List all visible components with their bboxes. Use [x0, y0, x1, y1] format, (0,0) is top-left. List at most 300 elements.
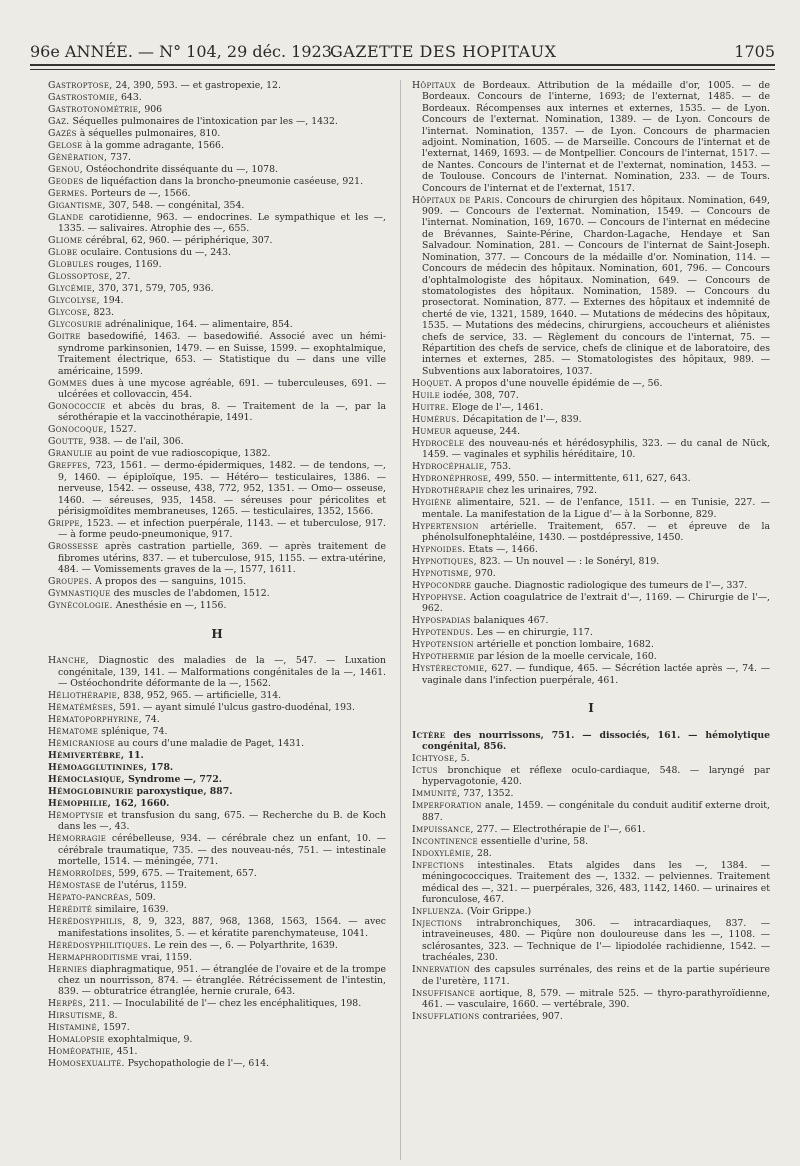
entry-headword: Gonococcie: [48, 401, 106, 413]
index-entry: [48, 892, 386, 903]
index-entry: [412, 1011, 770, 1022]
entry-headword: Hydrothérapie: [412, 485, 485, 497]
entry-headword: Immunité,: [412, 788, 461, 800]
entry-text: 627. — fundique, 465. — Sécrétion lactée après —, 74. — vaginale dans l'infection puerpérale, 461.: [422, 663, 770, 686]
index-entry: [48, 212, 386, 235]
index-entry: [412, 473, 770, 484]
entry-text: 823.: [90, 307, 115, 319]
index-entry: [48, 541, 386, 575]
entry-headword: Goutte,: [48, 436, 87, 448]
section-letter-h: H: [211, 626, 223, 641]
index-entry: [48, 588, 386, 599]
entry-headword: Hypertension: [412, 520, 479, 532]
entry-headword: Groupes.: [48, 576, 93, 588]
entry-text: 178.: [147, 761, 174, 773]
entry-headword: Glycémie,: [48, 283, 96, 295]
entry-headword: Hydrocèle: [412, 437, 465, 449]
entry-headword: Gastrotonométrie,: [48, 104, 142, 115]
entry-text: balaniques 467.: [470, 615, 549, 627]
index-entry: [48, 726, 386, 737]
entry-text: exophtalmique, 9.: [104, 1034, 193, 1046]
entry-headword: Hypotendus.: [412, 627, 474, 639]
index-entry: [48, 307, 386, 318]
page-number: 1705: [734, 42, 775, 61]
entry-headword: Globe: [48, 247, 78, 259]
entry-headword: Gastroptose,: [48, 80, 113, 91]
index-entry: [48, 810, 386, 833]
index-entry: [48, 786, 386, 797]
entry-headword: Gazés: [48, 128, 77, 139]
entry-text: cérébelleuse, 934. — cérébrale chez un enfant, 10. — cérébrale traumatique, 735. — des nouveau-nés, 751. — intestinale mortelle, 1514. — méningée, 771.: [58, 833, 386, 868]
index-entry: [48, 460, 386, 517]
entry-headword: Hérédosyphilitiques.: [48, 939, 152, 951]
entry-text: Concours de chirurgien des hôpitaux. Nomination, 649, 909. — Concours de l'externat. Nomination, 1549. — Concours de l'internat. Nomination, 169, 1670. — Concours de l'internat en médecine de Brévannes, Sainte-Périne, Chardon-Lagache, Hendaye et San Salvadour. Nomination, 281. — Concours de l'internat de Saint-Joseph. Nomination, 377. — Concours de la médaille d'or. Nomination, 114. — Concours de médecin des hôpitaux. Nomination, 601, 796. — Concours d'ophtalmologiste des hôpitaux. Nomination, 649. — Concours de stomatologistes des hôpitaux. Nomination, 1589. — Concours du prosectorat. Nomination, 877. — Externes des hôpitaux et indemnité de cherté de vie, 1321, 1589, 1640. — Mutations de médecins des hôpitaux, 1535. — Mutations des médecins, chirurgiens, accoucheurs et aliénistes chefs de service, 33. — Règlement du concours de l'internat, 75. — Répartition des chefs de service, chefs de clinique et de laboratoire, des internes et externes, 285. — Stomatologistes des hôpitaux, 989. — Subventions aux laboratoires, 1037.: [422, 194, 770, 377]
entry-text: 737.: [107, 152, 131, 163]
index-entry: [412, 639, 770, 650]
entry-text: Les — en chirurgie, 117.: [473, 627, 593, 639]
entry-text: 162, 1660.: [111, 797, 170, 809]
index-entry: [48, 259, 386, 270]
entry-text: au point de vue radioscopique, 1382.: [92, 448, 271, 460]
entry-headword: Glossoptose,: [48, 271, 113, 283]
index-entry: [412, 906, 770, 917]
entry-headword: Génération,: [48, 152, 108, 163]
index-entry: [412, 824, 770, 835]
column-divider: [400, 80, 401, 1160]
index-entry: [412, 615, 770, 626]
index-entry: [412, 753, 770, 764]
issue-info: 96e ANNÉE. — N° 104, 29 déc. 1923.: [30, 42, 337, 61]
entry-text: à la gomme adragante, 1566.: [82, 140, 224, 151]
right-column: [412, 80, 770, 1023]
index-entry: [412, 402, 770, 413]
index-entry: [48, 762, 386, 773]
entry-text: 599, 675. — Traitement, 657.: [115, 868, 257, 880]
index-entry: [48, 448, 386, 459]
entry-headword: Hémorroïdes,: [48, 868, 116, 880]
index-entry: [48, 833, 386, 867]
entry-headword: Hygiène: [412, 497, 452, 509]
entry-text: adrénalinique, 164. — alimentaire, 854.: [102, 319, 293, 331]
index-entry: [48, 690, 386, 701]
entry-headword: Insuffisance: [412, 987, 476, 999]
entry-headword: Hôpitaux de Paris.: [412, 194, 504, 206]
entry-headword: Hypotension: [412, 639, 474, 651]
entry-headword: Infections: [412, 859, 465, 871]
index-entry: [48, 1022, 386, 1033]
entry-headword: Indoxylémie,: [412, 847, 474, 859]
index-entry: [412, 836, 770, 847]
entry-headword: Hypospadias: [412, 615, 471, 627]
entry-text: Eloge de l'—, 1461.: [448, 401, 544, 413]
entry-text: au cours d'une maladie de Paget, 1431.: [114, 737, 305, 749]
entry-headword: Hématome: [48, 725, 99, 737]
entry-text: 28.: [474, 847, 492, 859]
entry-headword: Hanche,: [48, 655, 89, 667]
index-entry: [48, 1058, 386, 1069]
entry-headword: Hernies: [48, 963, 88, 975]
entry-headword: Goitre: [48, 331, 81, 343]
index-entry: [412, 568, 770, 579]
entry-text: aqueuse, 244.: [451, 425, 521, 437]
index-entry: [48, 964, 386, 998]
index-entry: [48, 998, 386, 1009]
entry-headword: Ichtyose,: [412, 753, 458, 764]
entry-headword: Hémophilie,: [48, 797, 112, 809]
entry-text: 1523. — et infection puerpérale, 1143. — et tuberculose, 917. — à forme peudo-pneumonique, 917.: [58, 518, 386, 541]
entry-headword: Hémostase: [48, 880, 101, 892]
entries-h: [48, 655, 386, 1070]
index-entry: [48, 576, 386, 587]
index-entry: [412, 730, 770, 753]
entry-headword: Hémivertèbre,: [48, 749, 125, 761]
entry-headword: Hypothermie: [412, 651, 475, 663]
index-entry: [48, 714, 386, 725]
index-entry: [48, 424, 386, 435]
entry-headword: Herpès,: [48, 998, 87, 1010]
entry-text: oculaire. Contusions du —, 243.: [77, 247, 231, 259]
entry-headword: Hémoagglutinines,: [48, 761, 148, 773]
entry-text: Ostéochondrite disséquante du —, 1078.: [83, 164, 278, 175]
index-entry: [48, 235, 386, 246]
entry-text: bronchique et réflexe oculo-cardiaque, 548. — laryngé par hypervagotonie, 420.: [422, 765, 770, 788]
index-entry: [48, 295, 386, 306]
entry-text: à séquelles pulmonaires, 810.: [76, 128, 221, 139]
entry-text: (Voir Grippe.): [463, 906, 532, 918]
index-entry: [412, 544, 770, 555]
entry-text: alimentaire, 521. — de l'enfance, 1511. — en Tunisie, 227. — mentale. La manifestation de la Ligue d'— à la Sorbonne, 829.: [422, 497, 770, 520]
entry-text: contrariées, 907.: [479, 1011, 563, 1023]
entry-headword: Gaz.: [48, 116, 70, 127]
index-entry: [48, 378, 386, 401]
entry-headword: Hématoporphyrine,: [48, 713, 142, 725]
entry-headword: Hypophyse.: [412, 591, 467, 603]
entry-headword: Glycose,: [48, 307, 91, 319]
entry-text: 24, 390, 593. — et gastropexie, 12.: [112, 80, 281, 91]
entries-i: [412, 730, 770, 1023]
index-entry: [412, 521, 770, 544]
index-entry: [48, 188, 386, 199]
entry-headword: Hépato-pancréas,: [48, 892, 133, 904]
index-entry: [412, 426, 770, 437]
entry-headword: Hypnoides.: [412, 543, 466, 555]
journal-title: GAZETTE DES HOPITAUX: [330, 42, 557, 61]
entry-text: 823. — Un nouvel — : le Sonéryl, 819.: [476, 555, 660, 567]
entry-text: 723, 1561. — dermo-épidermiques, 1482. — de tendons, —, 9, 1460. — épiploïque, 195. — Hétéro— testiculaires, 1386. — nerveuse, 1542. — osseuse, 438, 772, 952, 1351. — Omo— osseuse, 1460. — séreuses, 935, 1458. — séreuses pour péricolites et périsigmoïdites membraneuses, 1265. — testiculaires, 1352, 1566.: [58, 460, 386, 518]
entry-text: Le rein des —, 6. — Polyarthrite, 1639.: [151, 939, 338, 951]
entry-headword: Impuissance,: [412, 823, 474, 835]
entry-headword: Gommes: [48, 377, 88, 389]
entry-headword: Grossesse: [48, 541, 99, 553]
entry-text: des nouveau-nés et hérédosyphilis, 323. — du canal de Nück, 1459. — vaginales et syphilis héréditaire, 10.: [422, 437, 770, 461]
entry-headword: Hoquet.: [412, 377, 453, 389]
entries-h-cont: [412, 80, 770, 686]
entry-text: gauche. Diagnostic radiologique des tumeurs de l'—, 337.: [471, 579, 748, 591]
entry-headword: Hypnotisme,: [412, 567, 473, 579]
index-entry: [48, 702, 386, 713]
page-header: [30, 42, 775, 62]
entry-headword: Hématémèses,: [48, 701, 117, 713]
entry-text: Séquelles pulmonaires de l'intoxication par les —, 1432.: [69, 116, 338, 127]
entry-headword: Geodes: [48, 176, 84, 187]
index-entry: [48, 152, 386, 163]
header-rule-thick: [30, 64, 775, 66]
entry-headword: Hôpitaux: [412, 80, 456, 91]
entry-text: 307, 548. — congénital, 354.: [105, 200, 245, 211]
entry-headword: Gigantisme,: [48, 200, 106, 211]
entry-text: Action coagulatrice de l'extrait d'—, 1169. — Chirurgie de l'—, 962.: [422, 591, 770, 615]
entry-headword: Hydrocéphalie,: [412, 461, 488, 473]
index-entry: [412, 765, 770, 788]
entry-text: Psychopathologie de l'—, 614.: [124, 1058, 270, 1070]
entry-headword: Hystérectomie,: [412, 663, 488, 675]
entry-text: 737, 1352.: [460, 788, 514, 800]
entry-headword: Ictère: [412, 729, 446, 741]
entry-text: A propos des — sanguins, 1015.: [92, 576, 247, 588]
entry-headword: Injections: [412, 918, 463, 930]
header-rule-thin: [30, 69, 775, 70]
entry-text: 74.: [141, 713, 160, 725]
index-entry: [48, 904, 386, 915]
index-entry: [48, 247, 386, 258]
entry-headword: Globules: [48, 259, 94, 271]
index-entry: [48, 600, 386, 611]
entry-headword: Homalopsie: [48, 1034, 105, 1046]
index-entry: [48, 116, 386, 127]
entry-text: 499, 550. — intermittente, 611, 627, 643.: [491, 473, 691, 485]
entry-headword: Gonocoque,: [48, 424, 107, 436]
index-entry: [412, 390, 770, 401]
entry-headword: Hémicraniose: [48, 737, 115, 749]
entry-text: après castration partielle, 369. — après traitement de fibromes utérins, 837. — et tuberculose, 915, 1155. — extra-utérine, 484. — Vomissements graves de la —, 1577, 1611.: [58, 541, 386, 576]
entry-text: 370, 371, 579, 705, 936.: [95, 283, 214, 295]
index-entry: [412, 964, 770, 987]
entry-headword: Humeur: [412, 425, 452, 437]
entry-headword: Hirsutisme,: [48, 1010, 106, 1022]
index-entry: [48, 104, 386, 115]
entry-headword: Hémoglobinurie: [48, 785, 134, 797]
index-entry: [412, 663, 770, 686]
entry-headword: Greffes,: [48, 460, 91, 472]
entry-headword: Gliome: [48, 235, 83, 247]
index-entry: [48, 128, 386, 139]
entry-text: de Bordeaux. Attribution de la médaille d'or, 1005. — de Bordeaux. Concours de l'interne, 1693; de l'externat, 1485. — de Bordeaux. Récompenses aux internes et externes, 1535. — de Lyon. Concours de l'externat. Nomination, 1389. — de Lyon. Concours de l'internat. Nomination, 1357. — de Lyon. Concours de pharmacien adjoint. Nomination, 1605. — de Marseille. Concours de l'internat et de l'externat, 1469, 1693. — de Montpellier. Concours de l'internat, 1517. — de Nantes. Concours de l'internat et de l'externat, nomination, 1453. — de Toulouse. Concours de l'internat. Nomination, 233. — de Tours. Concours de l'internat et de l'externat, 1517.: [422, 80, 770, 194]
entry-headword: Homéopathie,: [48, 1046, 114, 1058]
entry-headword: Insufflations: [412, 1011, 480, 1023]
entry-text: essentielle d'urine, 58.: [477, 835, 589, 847]
entry-headword: Humérus.: [412, 413, 460, 425]
entry-headword: Granulie: [48, 448, 93, 460]
entry-text: Anesthésie en —, 1156.: [112, 600, 227, 612]
entry-text: carotidienne, 963. — endocrines. Le sympathique et les —, 1335. — salivaires. Atrophie des —, 655.: [58, 212, 386, 235]
index-entry: [412, 800, 770, 823]
entry-text: 509.: [132, 892, 156, 904]
entry-headword: Imperforation: [412, 800, 482, 812]
index-entry: [412, 80, 770, 194]
entry-headword: Gelose: [48, 140, 83, 151]
index-entry: [412, 848, 770, 859]
entry-headword: Grippe,: [48, 518, 84, 530]
entry-text: 591. — ayant simulé l'ulcus gastro-duodénal, 193.: [116, 701, 355, 713]
entry-text: dues à une mycose agréable, 691. — tuberculeuses, 691. — ulcérées et collovaccin, 454.: [58, 377, 386, 401]
index-entry: [48, 655, 386, 689]
index-entry: [412, 988, 770, 1011]
entry-text: anale, 1459. — congénitale du conduit auditif externe droit, 887.: [422, 800, 770, 823]
index-entry: [412, 592, 770, 615]
entry-text: 643.: [118, 92, 142, 103]
entry-headword: Gastrostomie,: [48, 92, 119, 103]
index-entry: [48, 164, 386, 175]
entry-text: artérielle. Traitement, 657. — et épreuve de la phénolsulfonephtaléine, 1430. — postdépressive, 1450.: [422, 520, 770, 543]
entry-headword: Influenza.: [412, 906, 464, 918]
entry-headword: Hypnotiques,: [412, 555, 477, 567]
index-entry: [48, 518, 386, 541]
entry-headword: Hémoclasique,: [48, 773, 125, 785]
index-entry: [412, 438, 770, 461]
entry-text: vrai, 1159.: [138, 951, 192, 963]
index-entry: [48, 868, 386, 879]
entry-headword: Hérédosyphilis,: [48, 916, 126, 928]
index-entry: [48, 1034, 386, 1045]
index-entry: [412, 860, 770, 906]
entry-text: des capsules surrénales, des reins et de la partie supérieure de l'uretère, 1171.: [422, 964, 770, 987]
index-entry: [48, 880, 386, 891]
entry-text: 838, 952, 965. — artificielle, 314.: [120, 689, 282, 701]
entry-headword: Ictus: [412, 765, 438, 776]
index-entry: [48, 940, 386, 951]
entry-text: artérielle et ponction lombaire, 1682.: [473, 639, 654, 651]
entry-text: aortique, 8, 579. — mitrale 525. — thyro-parathyroïdienne, 461. — vasculaire, 1660. — vertébrale, 390.: [422, 987, 770, 1011]
entry-text: Etats —, 1466.: [465, 543, 538, 555]
index-entry: [412, 378, 770, 389]
section-letter-i: I: [588, 701, 594, 716]
index-entry: [48, 271, 386, 282]
entry-text: cérébral, 62, 960. — périphérique, 307.: [82, 235, 273, 247]
entry-text: diaphragmatique, 951. — étranglée de l'ovaire et de la trompe chez un nourrisson, 874. — étranglée. Rétrécissement de l'intestin, 839. — obturatrice étranglée, hernie crurale, 643.: [58, 963, 386, 998]
entry-text: 11.: [124, 749, 144, 761]
entry-text: 8.: [105, 1010, 118, 1022]
entry-text: iodée, 308, 707.: [440, 389, 519, 401]
index-entry: [412, 485, 770, 496]
entry-text: rouges, 1169.: [93, 259, 162, 271]
index-entry: [48, 750, 386, 761]
index-entry: [48, 798, 386, 809]
index-entry: [48, 774, 386, 785]
entry-text: Décapitation de l'—, 839.: [459, 413, 582, 425]
entry-text: 5.: [457, 753, 470, 764]
entry-headword: Héliothérapie,: [48, 689, 121, 701]
entry-text: paroxystique, 887.: [133, 785, 233, 797]
index-entry: [412, 918, 770, 964]
entry-text: 8, 9, 323, 887, 968, 1368, 1563, 1564. — avec manifestations insolites, 5. — et kératite parenchymateuse, 1041.: [58, 916, 386, 939]
entry-text: splénique, 74.: [98, 725, 168, 737]
entry-headword: Glycolyse,: [48, 295, 100, 307]
entry-headword: Hémoptysie: [48, 809, 104, 821]
index-entry: [48, 140, 386, 151]
entry-text: intrabronchiques, 306. — intracardiaques, 837. — intraveineuses, 480. — Piqûre non douloureuse dans les —, 1108. — sclérosantes, 323. — Technique de l'— lipiodolée rachidienne, 1542. — trachéales, 230.: [422, 918, 770, 964]
index-entry: [48, 1046, 386, 1057]
entry-text: Syndrome —, 772.: [124, 773, 223, 785]
index-entry: [48, 319, 386, 330]
index-entry: [48, 176, 386, 187]
index-entry: [412, 580, 770, 591]
entry-headword: Incontinence: [412, 835, 478, 847]
entry-text: 753.: [487, 461, 512, 473]
entry-text: 27.: [112, 271, 131, 283]
entry-text: des nourrissons, 751. — dissociés, 161. — hémolytique congénital, 856.: [422, 729, 770, 752]
index-entry: [48, 283, 386, 294]
index-entry: [48, 92, 386, 103]
index-entry: [412, 556, 770, 567]
index-entry: [48, 1010, 386, 1021]
entry-text: des muscles de l'abdomen, 1512.: [110, 588, 270, 600]
entry-headword: Homosexualité.: [48, 1058, 125, 1070]
index-entry: [48, 738, 386, 749]
entry-headword: Hypocondre: [412, 579, 472, 591]
entry-headword: Genou,: [48, 164, 84, 175]
entry-headword: Hermaphroditisme: [48, 951, 139, 963]
entry-text: 1597.: [100, 1022, 130, 1034]
index-entry: [412, 414, 770, 425]
entry-text: Diagnostic des maladies de la —, 547. — Luxation congénitale, 139, 141. — Malformations congénitales de la —, 1461. — Ostéochondrite déformante de la —, 1562.: [58, 655, 386, 689]
entry-text: similaire, 1639.: [92, 904, 169, 916]
entry-text: Porteurs de —, 1566.: [87, 188, 191, 199]
entry-headword: Hémorragie: [48, 833, 107, 845]
entry-text: et transfusion du sang, 675. — Recherche du B. de Koch dans les —, 43.: [58, 809, 386, 833]
entry-text: de l'utérus, 1159.: [100, 880, 187, 892]
index-entry: [412, 788, 770, 799]
index-entry: [48, 952, 386, 963]
entry-headword: Gymnastique: [48, 588, 111, 600]
entry-headword: Glande: [48, 212, 84, 223]
entry-text: chez les urinaires, 792.: [484, 485, 597, 497]
entry-text: A propos d'une nouvelle épidémie de —, 56.: [452, 377, 663, 389]
index-entry: [48, 916, 386, 939]
entry-text: 938. — de l'ail, 306.: [86, 436, 184, 448]
entry-headword: Hérédité: [48, 904, 93, 916]
entry-headword: Hydronéphrose,: [412, 473, 492, 485]
entry-headword: Gynécologie.: [48, 600, 113, 612]
index-entry: [48, 436, 386, 447]
index-entry: [412, 497, 770, 520]
index-entry: [48, 331, 386, 377]
entries-g: [48, 80, 386, 612]
entry-text: de liquéfaction dans la broncho-pneumonie caséeuse, 921.: [83, 176, 364, 187]
entry-headword: Huitre.: [412, 401, 449, 413]
entry-headword: Histaminé,: [48, 1022, 101, 1034]
entry-headword: Huile: [412, 389, 441, 401]
index-entry: [48, 401, 386, 424]
entry-text: 451.: [113, 1046, 138, 1058]
index-entry: [412, 627, 770, 638]
entry-headword: Innervation: [412, 964, 470, 976]
entry-headword: Glycosurie: [48, 319, 103, 331]
left-column: [48, 80, 386, 1070]
index-entry: [412, 195, 770, 378]
entry-text: 906: [141, 104, 163, 115]
index-entry: [48, 80, 386, 91]
entry-text: intestinales. Etats algides dans les —, 1384. — méningococciques. Traitement des —, 1332. — pelviennes. Traitement médical des —, 321. — puerpérales, 326, 483, 1142, 1460. — urinaires et furonculose, 467.: [422, 859, 770, 906]
entry-text: 211. — Inoculabilité de l'— chez les encéphalitiques, 198.: [86, 998, 362, 1010]
entry-text: 970.: [472, 567, 496, 579]
entry-text: basedowifié, 1463. — basedowifié. Associé avec un hémi-syndrome parkinsonien, 1479. — en Suisse, 1599. — exophtalmique, Traitement électrique, 653. — Statistique du — dans une ville américaine, 1599.: [58, 331, 386, 377]
entry-text: 1527.: [106, 424, 137, 436]
index-entry: [412, 461, 770, 472]
entry-headword: Germes.: [48, 188, 88, 199]
index-entry: [48, 200, 386, 211]
entry-text: et abcès du bras, 8. — Traitement de la —, par la sérothérapie et la vaccinothérapie, 1491.: [58, 401, 386, 424]
entry-text: par lésion de la moelle cervicale, 160.: [474, 651, 657, 663]
